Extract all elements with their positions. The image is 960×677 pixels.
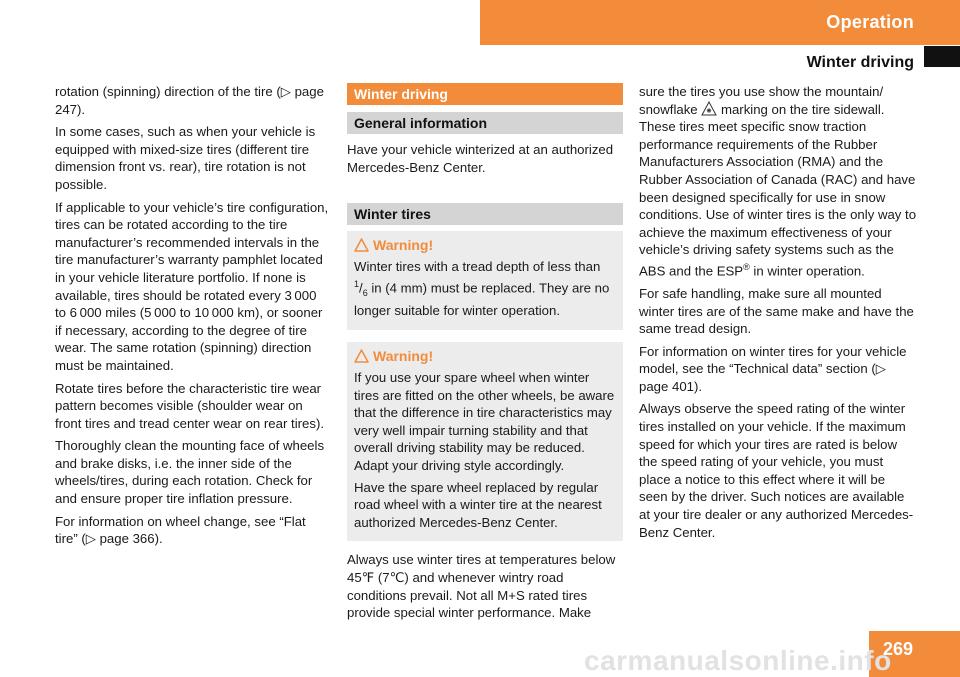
mountain-snowflake-icon — [701, 101, 717, 116]
paragraph: Have your vehicle winterized at an authorized Mercedes-Benz Center. — [347, 142, 614, 175]
paragraph: In some cases, such as when your vehicle is equipped with mixed-size tires (different tire dimension front vs. rear), tire rotation is not possible. — [55, 124, 316, 192]
warning-box — [347, 231, 623, 330]
paragraph-part: sure the tires you use show the mountain/ snowflake — [639, 84, 884, 117]
warning-text: Winter tires with a tread depth of less than $^1/_6$ in (4 mm) must be replaced. They are no longer suitable for winter operation. — [354, 259, 610, 319]
warning-triangle-icon — [354, 349, 369, 363]
paragraph: rotation (spinning) direction of the tire (▷ page 247). — [55, 84, 324, 117]
paragraph: Always use winter tires at temperatures below 45℉ (7℃) and whenever wintry road conditions prevail. Not all M+S rated tires provide special winter performance. Make — [347, 552, 616, 621]
paragraph: Rotate tires before the characteristic tire wear pattern becomes visible (shoulder wear on front tires and tread center wear on rear tires). — [55, 380, 324, 431]
section-heading-winter-driving: Winter driving — [347, 83, 623, 105]
subheading-winter-tires: Winter tires — [347, 203, 623, 225]
paragraph-part: in winter operation. — [749, 263, 865, 279]
paragraph: If applicable to your vehicle’s tire configuration, tires can be rotated according to the tire manufacturer’s recommended intervals in the tire manufacturer’s warranty pamphlet located in your vehicle literature portfolio. If none is available, tires should be rotated every 3 000 to 6 000 miles (5 000 to 10 000 km), or sooner if necessary, according to the degree of tire wear. The same rotation (spinning) direction must be maintained. — [55, 199, 329, 373]
warning-label: Warning! — [373, 237, 434, 254]
fraction-denominator: 6 — [362, 287, 368, 298]
paragraph: Thoroughly clean the mounting face of wheels and brake disks, i.e. the inner side of the wheels/tires, during each rotation. Check for and ensure proper tire inflation pressure. — [55, 438, 325, 507]
paragraph: For information on wheel change, see “Flat tire” (▷ page 366). — [55, 513, 306, 547]
warning-text-part: in (4 mm) must be replaced. They are no longer suitable for winter operation. — [354, 280, 610, 319]
column-left — [55, 83, 331, 553]
watermark: carmanualsonline.info — [584, 645, 892, 676]
column-middle — [347, 83, 623, 627]
fraction-numerator: 1 — [354, 278, 360, 289]
warning-text: If you use your spare wheel when winter tires are fitted on the other wheels, be aware that the difference in tire characteristics may very well impair turning stability and that overall driving stability may be reduced. Adapt your driving style accordingly. — [354, 370, 615, 473]
column-right — [639, 83, 917, 546]
header-marker-block — [924, 46, 960, 67]
registered-mark: ® — [743, 261, 750, 272]
paragraph-part: marking on the tire sidewall. These tires meet specific snow traction performance requirements of the Rubber Manufacturers Association (RMA) and the Rubber Association of Canada (RAC) and have been designed specifically for use in snow conditions. Use of winter tires is the only way to achieve the maximum effectiveness of your vehicle’s driving safety systems such as the ABS and the ESP — [639, 101, 917, 279]
warning-text: Have the spare wheel replaced by regular road wheel with a winter tire at the nearest authorized Mercedes-Benz Center. — [354, 479, 602, 530]
subheading-general-information: General information — [347, 112, 623, 134]
paragraph: For information on winter tires for your vehicle model, see the “Technical data” section (▷ page 401). — [639, 343, 907, 394]
header-subsection-title: Winter driving — [806, 54, 914, 71]
header-section-title: Operation — [826, 12, 914, 32]
paragraph — [639, 83, 917, 280]
paragraph: For safe handling, make sure all mounted winter tires are of the same make and have the same tread design. — [639, 285, 914, 337]
warning-box — [347, 342, 623, 541]
page-number: 269 — [883, 639, 914, 659]
warning-heading — [354, 346, 616, 366]
warning-triangle-icon — [354, 238, 369, 252]
warning-text-part: Winter tires with a tread depth of less than — [354, 259, 601, 275]
warning-heading — [354, 235, 616, 255]
paragraph: Always observe the speed rating of the winter tires installed on your vehicle. If the maximum speed for which your tires are rated is below the speed rating of your vehicle, you must place a notice to this effect where it will be seen by the driver. Such notices are available at your tire dealer or any authorized Mercedes-Benz Center. — [639, 401, 914, 540]
warning-label: Warning! — [373, 348, 434, 364]
